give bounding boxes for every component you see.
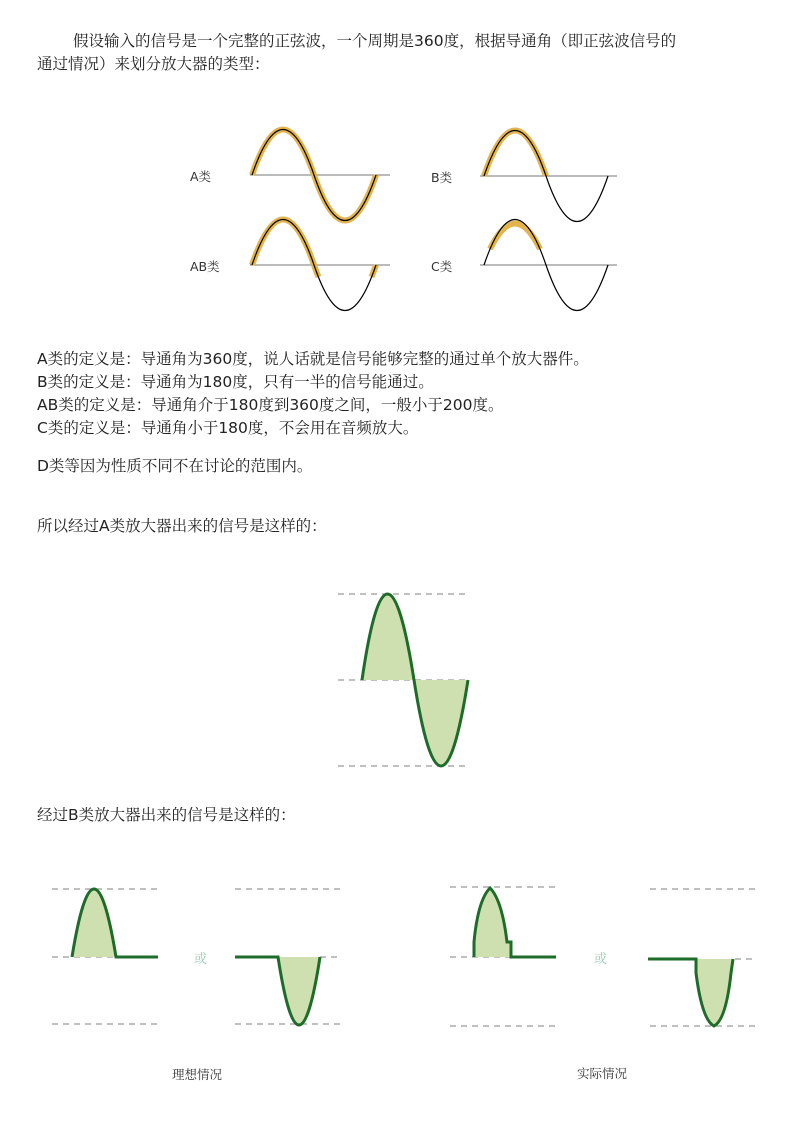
definition-ab: AB类的定义是：导通角介于180度到360度之间，一般小于200度。 — [37, 396, 504, 414]
class-b-ideal-positive — [52, 889, 158, 1024]
class-b-waveform — [480, 131, 617, 222]
class-a-output-waveform — [338, 594, 470, 766]
class-c-label: C类 — [431, 259, 453, 274]
class-ab-waveform — [250, 220, 390, 311]
class-b-label: B类 — [431, 170, 453, 185]
class-b-output-caption: 经过B类放大器出来的信号是这样的： — [37, 806, 296, 824]
ideal-case-label: 理想情况 — [172, 1067, 223, 1082]
or-label-ideal: 或 — [194, 952, 208, 967]
class-a-output-caption: 所以经过A类放大器出来的信号是这样的： — [37, 517, 327, 535]
class-b-ideal-negative — [235, 889, 342, 1025]
class-a-label: A类 — [190, 169, 212, 184]
actual-case-label: 实际情况 — [577, 1066, 628, 1081]
intro-line-1: 假设输入的信号是一个完整的正弦波，一个周期是360度，根据导通角（即正弦波信号的 — [73, 32, 677, 50]
definition-b: B类的定义是：导通角为180度，只有一半的信号能通过。 — [37, 373, 434, 391]
class-c-waveform — [480, 220, 617, 311]
class-a-waveform — [250, 130, 390, 221]
class-ab-label: AB类 — [190, 259, 220, 274]
class-b-actual-positive — [450, 887, 556, 1026]
intro-line-2: 通过情况）来划分放大器的类型： — [37, 55, 270, 73]
note-class-d: D类等因为性质不同不在讨论的范围内。 — [37, 457, 313, 475]
class-b-actual-negative — [648, 889, 757, 1026]
definition-a: A类的定义是：导通角为360度，说人话就是信号能够完整的通过单个放大器件。 — [37, 350, 589, 368]
definition-c: C类的定义是：导通角小于180度，不会用在音频放大。 — [37, 419, 419, 437]
or-label-actual: 或 — [594, 952, 608, 967]
